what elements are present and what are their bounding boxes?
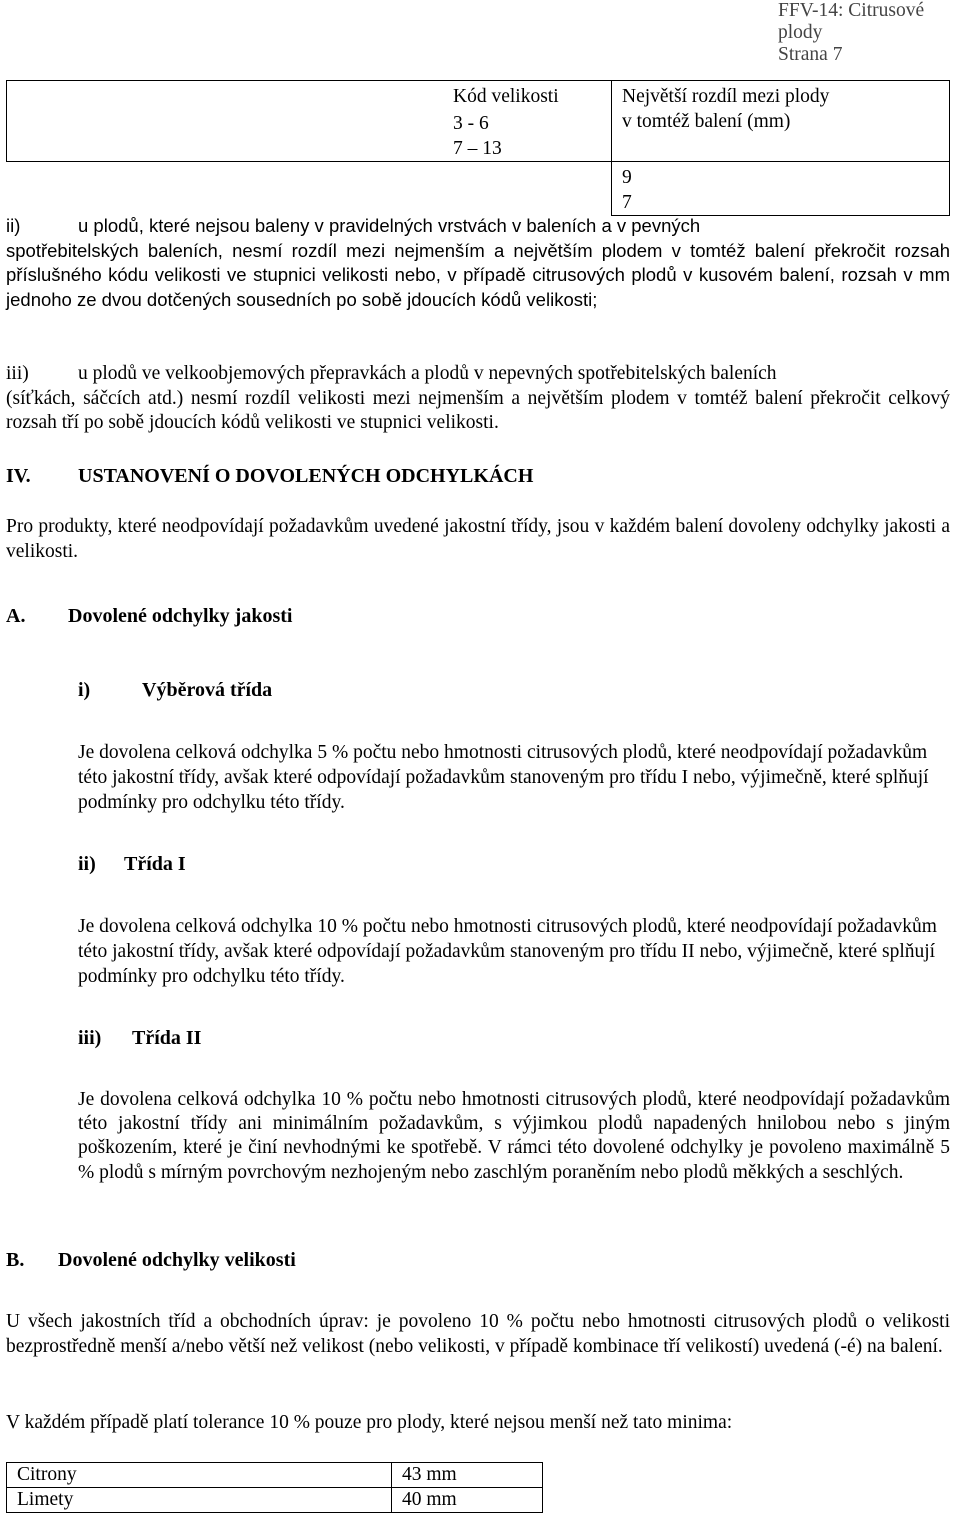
paragraph-ii (6, 214, 950, 312)
table-cell (7, 162, 612, 216)
class-title: Třída II (132, 1027, 202, 1049)
minimum-size-table (6, 1462, 543, 1513)
table-row (7, 162, 950, 216)
max-difference-header-line2: v tomtéž balení (mm) (622, 111, 791, 132)
paragraph-first-line (6, 214, 950, 239)
section-title: USTANOVENÍ O DOVOLENÝCH ODCHYLKÁCH (78, 465, 534, 487)
paragraph-text: spotřebitelských baleních, nesmí rozdíl mezi nejmenším a největším plodem v tomtéž balení překročit rozsah příslušného kódu velikosti ve stupnici velikosti nebo, v případě citrusových plodů v kusovém balení, rozsah v mm jednoho ze dvou dotčených sousedních po sobě jdoucích kódů velikosti; (6, 239, 950, 310)
document-code: FFV-14: Citrusové (778, 0, 925, 21)
item-label: ii) (6, 215, 21, 236)
subsection-letter: B. (6, 1249, 25, 1271)
max-difference-values (612, 162, 949, 215)
paragraph-line: u plodů, které nejsou baleny v pravidelných vrstvách v baleních a v pevných (78, 215, 701, 236)
size-code-header: Kód velikosti (453, 86, 559, 107)
minimum-size: 43 mm (392, 1463, 543, 1488)
item-label: ii) (78, 853, 96, 875)
page-header (778, 0, 960, 66)
class-title: Třída I (124, 853, 186, 875)
paragraph-line: u plodů ve velkoobjemových přepravkách a plodů v nepevných spotřebitelských baleních (78, 363, 777, 384)
page-number: Strana 7 (778, 44, 843, 65)
max-difference-header-line1: Největší rozdíl mezi plody (622, 86, 830, 107)
size-code: 3 - 6 (453, 113, 489, 134)
table-cell (7, 81, 612, 162)
section-intro-text: Pro produkty, které neodpovídají požadavkům uvedené jakostní třídy, jsou v každém balení dovoleny odchylky jakosti a velikosti. (6, 516, 950, 562)
tolerance-text: Je dovolena celková odchylka 10 % počtu nebo hmotnosti citrusových plodů, které neodpovídají požadavkům této jakostní třídy ani minimálním požadavkům, s výjimkou plodů napadených hnilobou nebo s jiným poškozením, které je činí nevhodnými ke spotřebě. V rámci této dovolené odchylky je povoleno maximálně 5 % plodů s mírným povrchovým nezhojeným nebo zaschlým poraněním nebo plodů měkkých a seschlých. (78, 1089, 950, 1183)
paragraph-iii (6, 362, 950, 436)
tolerance-text: Je dovolena celková odchylka 10 % počtu nebo hmotnosti citrusových plodů, které neodpovídají požadavkům této jakostní třídy, avšak které odpovídají požadavkům stanoveným pro třídu II nebo, výjimečně, které splňují podmínky pro odchylku této třídy. (78, 916, 937, 987)
item-label: i) (78, 679, 91, 701)
document-subject: plody (778, 22, 823, 43)
size-tolerance-text: U všech jakostních tříd a obchodních úprav: je povoleno 10 % počtu nebo hmotnosti citrusových plodů o velikosti bezprostředně menší a/nebo větší než velikost (nebo velikosti, v případě kombinace tří velikostí) uvedená (-é) na balení. (6, 1311, 950, 1357)
minima-intro-text: V každém případě platí tolerance 10 % pouze pro plody, které nejsou menší než tato minima: (6, 1412, 733, 1433)
tolerance-text: Je dovolena celková odchylka 5 % počtu nebo hmotnosti citrusových plodů, které neodpovídají požadavkům této jakostní třídy, avšak které odpovídají požadavkům stanoveným pro třídu I nebo, výjimečně, které splňují podmínky pro odchylku této třídy. (78, 742, 929, 813)
subsection-letter: A. (6, 605, 26, 627)
subsection-title: Dovolené odchylky velikosti (58, 1249, 296, 1271)
size-code-values (7, 111, 611, 161)
item-label: iii) (6, 363, 29, 384)
class-title: Výběrová třída (142, 679, 273, 701)
section-number: IV. (6, 465, 31, 487)
paragraph-first-line (6, 362, 950, 387)
max-difference: 7 (622, 192, 632, 213)
table-row (7, 1463, 543, 1488)
table-cell (612, 81, 950, 162)
max-difference: 9 (622, 167, 632, 188)
size-code: 7 – 13 (453, 138, 502, 159)
table-row (7, 81, 950, 162)
item-label: iii) (78, 1027, 102, 1049)
paragraph-text: (síťkách, sáčcích atd.) nesmí rozdíl velikosti mezi nejmenším a největším plodem v tomtéž balení překročit celkový rozsah tří po sobě jdoucích kódů velikosti ve stupnici velikosti. (6, 387, 950, 433)
minimum-size: 40 mm (392, 1488, 543, 1513)
fruit-name: Citrony (7, 1463, 392, 1488)
max-difference-header (612, 81, 949, 134)
fruit-name: Limety (7, 1488, 392, 1513)
table-cell (612, 162, 950, 216)
subsection-title: Dovolené odchylky jakosti (68, 605, 293, 627)
size-difference-table (6, 80, 950, 216)
table-row (7, 1488, 543, 1513)
